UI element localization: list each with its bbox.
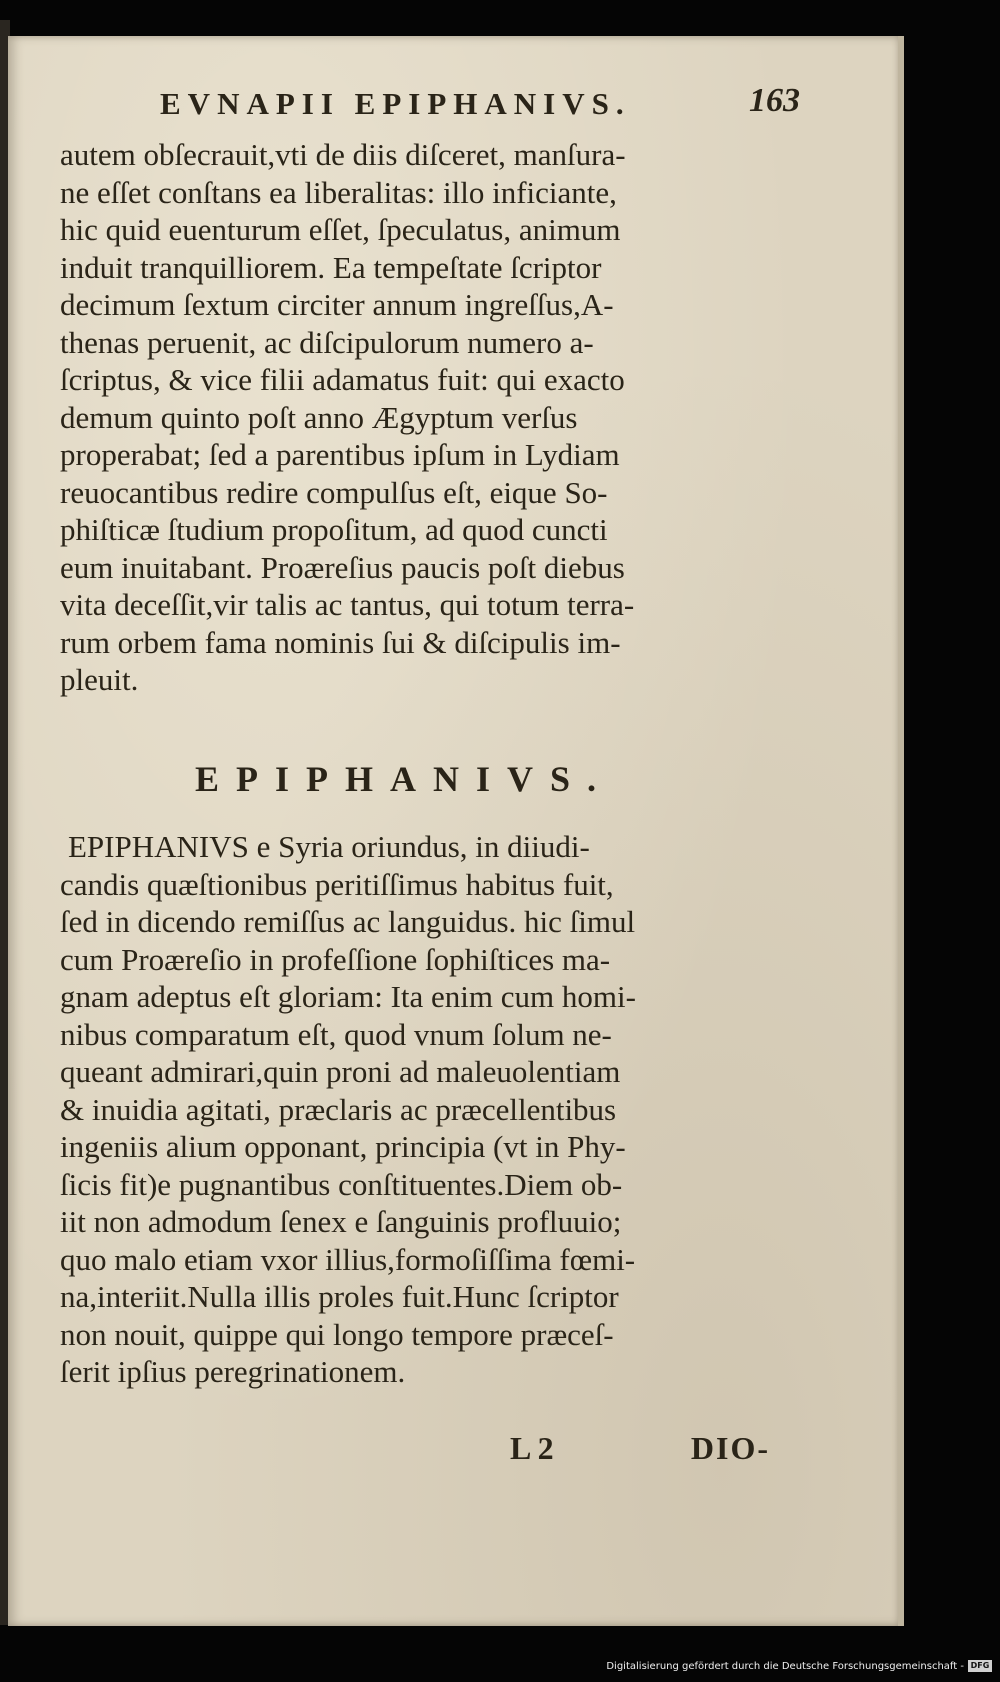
running-head bbox=[160, 82, 800, 121]
text-line: ſicis fit)e pugnantibus conſtituentes.Diem ob- bbox=[60, 1166, 623, 1202]
text-line: reuocantibus redire compulſus eſt, eique So- bbox=[60, 474, 608, 510]
running-head-title: EVNAPII EPIPHANIVS. bbox=[160, 86, 631, 121]
text-line: eum inuitabant. Proæreſius paucis poſt diebus bbox=[60, 549, 625, 585]
text-line: nibus comparatum eſt, quod vnum ſolum ne- bbox=[60, 1016, 612, 1052]
section-heading: EPIPHANIVS. bbox=[195, 759, 614, 799]
text-line: quo malo etiam vxor illius,formoſiſſima fœmi- bbox=[60, 1241, 636, 1277]
catchword: DIO- bbox=[690, 1430, 770, 1466]
text-line: ne eſſet conſtans ea liberalitas: illo inficiante, bbox=[60, 174, 617, 210]
signature-mark: L 2 bbox=[510, 1430, 554, 1466]
text-line: induit tranquilliorem. Ea tempeſtate ſcriptor bbox=[60, 249, 602, 285]
text-line: queant admirari,quin proni ad maleuolentiam bbox=[60, 1054, 621, 1089]
catchwords bbox=[510, 1430, 770, 1470]
digitization-footer bbox=[600, 1660, 992, 1678]
text-line: gnam adeptus eſt gloriam: Ita enim cum homi- bbox=[60, 979, 636, 1014]
text-block-2 bbox=[60, 830, 775, 1430]
text-line: hic quid euenturum eſſet, ſpeculatus, animum bbox=[60, 212, 621, 247]
text-line: pleuit. bbox=[60, 662, 139, 697]
text-line: properabat; ſed a parentibus ipſum in Lydiam bbox=[60, 437, 620, 472]
text-line: demum quinto poſt anno Ægyptum verſus bbox=[60, 399, 578, 435]
text-line: autem obſecrauit,vti de diis diſceret, manſura- bbox=[60, 137, 626, 172]
text-line: non nouit, quippe qui longo tempore præceſ- bbox=[60, 1316, 614, 1352]
text-line: ſcriptus, & vice filii adamatus fuit: qui exacto bbox=[60, 362, 625, 397]
text-line: ſed in dicendo remiſſus ac languidus. hic ſimul bbox=[60, 904, 636, 939]
dfg-logo: DFG bbox=[968, 1660, 992, 1672]
text-line: candis quæſtionibus peritiſſimus habitus fuit, bbox=[60, 866, 614, 902]
page-number: 163 bbox=[749, 82, 800, 119]
page-edge bbox=[898, 36, 904, 1626]
text-line: decimum ſextum circiter annum ingreſſus,A- bbox=[60, 287, 614, 322]
text-line: EPIPHANIVS e Syria oriundus, in diiudi- bbox=[68, 829, 590, 864]
text-line: ingeniis alium opponant, principia (vt in Phy- bbox=[60, 1129, 626, 1164]
text-line: & inuidia agitati, præclaris ac præcellentibus bbox=[60, 1091, 617, 1127]
text-line: rum orbem fama nominis ſui & diſcipulis im- bbox=[60, 624, 621, 660]
footer-text: Digitalisierung gefördert durch die Deutsche Forschungsgemeinschaft - bbox=[606, 1661, 964, 1672]
text-line: na,interiit.Nulla illis proles fuit.Hunc ſcriptor bbox=[60, 1279, 619, 1314]
text-line: phiſticæ ſtudium propoſitum, ad quod cuncti bbox=[60, 512, 608, 547]
text-line: cum Proæreſio in profeſſione ſophiſtices ma- bbox=[60, 941, 611, 977]
text-line: vita deceſſit,vir talis ac tantus, qui totum terra- bbox=[60, 587, 635, 622]
text-line: thenas peruenit, ac diſcipulorum numero a- bbox=[60, 324, 594, 360]
text-block-1 bbox=[60, 138, 775, 738]
text-line: iit non admodum ſenex e ſanguinis profluuio; bbox=[60, 1204, 622, 1239]
text-line: ſerit ipſius peregrinationem. bbox=[60, 1354, 406, 1389]
